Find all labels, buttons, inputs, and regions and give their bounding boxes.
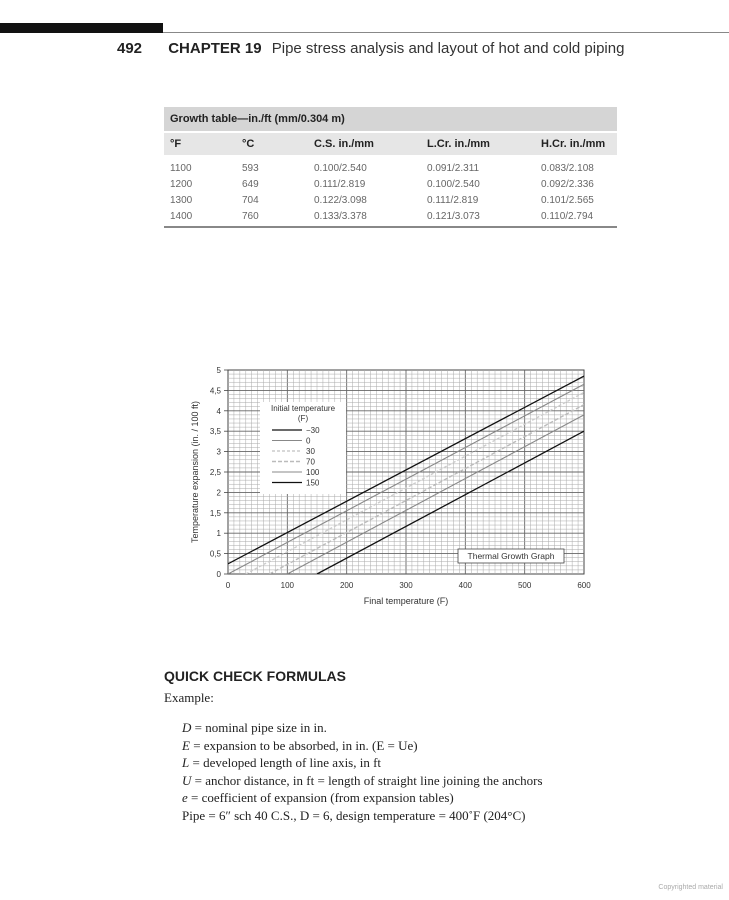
x-axis-label: Final temperature (F)	[363, 596, 449, 606]
chart-title: Thermal Growth Graph	[467, 551, 555, 561]
table-cell: 1200	[170, 178, 193, 190]
table-row	[164, 208, 617, 227]
legend-title: Initial temperature	[270, 404, 336, 413]
table-row	[164, 176, 617, 192]
column-header: C.S. in./mm	[308, 132, 421, 155]
table-cell: 0.121/3.073	[421, 208, 535, 227]
legend-label: 30	[306, 447, 315, 456]
formula-line	[182, 754, 543, 772]
x-tick-label: 500	[517, 581, 532, 590]
legend-label: 100	[306, 468, 320, 477]
table-row	[164, 155, 617, 176]
x-tick-label: 600	[577, 581, 591, 590]
header-rule	[163, 32, 729, 33]
table-cell: 0.122/3.098	[314, 194, 367, 206]
table-cell: 593	[242, 162, 259, 174]
y-tick-label: 5	[216, 366, 221, 375]
column-header: °F	[164, 132, 236, 155]
table-cell: 0.111/2.819	[427, 194, 479, 206]
table-cell: 649	[242, 178, 259, 190]
x-tick-label: 200	[339, 581, 354, 590]
thermal-growth-chart	[186, 360, 606, 610]
growth-table	[164, 107, 617, 228]
table-cell: 0.100/2.540	[427, 178, 480, 190]
formula-variable: L	[182, 755, 190, 770]
formula-line	[182, 789, 543, 807]
column-header: H.Cr. in./mm	[535, 132, 617, 155]
chapter-label: CHAPTER 19	[168, 40, 262, 57]
table-cell: 0.091/2.311	[427, 162, 480, 174]
formula-text: = developed length of line axis, in ft	[189, 755, 382, 770]
table-cell: 0.083/2.108	[541, 162, 594, 174]
copyright-notice: Copyrighted material	[658, 884, 723, 891]
legend-label: 0	[306, 436, 311, 446]
formula-text: = nominal pipe size in in.	[191, 720, 327, 735]
table-cell: 0.111/2.819	[314, 178, 366, 190]
table-cell: 1100	[170, 162, 192, 174]
formula-line	[182, 772, 543, 790]
column-header: L.Cr. in./mm	[421, 132, 535, 155]
example-label: Example:	[164, 690, 214, 705]
formula-variable: E	[182, 737, 190, 753]
y-tick-label: 0,5	[209, 549, 221, 559]
y-tick-label: 1	[216, 529, 221, 539]
table-cell: 760	[236, 208, 308, 227]
x-tick-label: 100	[280, 581, 295, 590]
formula-text: Pipe = 6″ sch 40 C.S., D = 6, design temperature = 400˚F (204°C)	[182, 807, 526, 823]
table-row	[164, 192, 617, 208]
table-cell: 0.100/2.540	[314, 162, 367, 174]
formula-text: = coefficient of expansion (from expansion tables)	[187, 790, 454, 805]
formula-line	[182, 737, 543, 755]
section-title: QUICK CHECK FORMULAS	[164, 668, 346, 684]
table-cell: 0.133/3.378	[308, 208, 421, 227]
chapter-title: Pipe stress analysis and layout of hot and cold piping	[271, 40, 625, 57]
formula-line	[182, 807, 543, 825]
y-tick-label: 1,5	[209, 508, 221, 518]
x-tick-label: 0	[225, 581, 231, 590]
y-axis-label: Temperature expansion (in. / 100 ft)	[190, 400, 200, 544]
table-cell: 1400	[164, 208, 236, 227]
y-tick-label: 3,5	[209, 427, 221, 437]
table-cell: 704	[242, 194, 259, 206]
growth-table-header-row	[164, 132, 617, 155]
y-tick-label: 2,5	[209, 468, 221, 477]
page-number: 492	[117, 40, 143, 57]
formula-variable: D	[182, 720, 192, 735]
column-header: °C	[236, 132, 308, 155]
y-tick-label: 0	[216, 570, 221, 579]
table-cell: 0.101/2.565	[541, 194, 594, 206]
legend-label: 150	[306, 478, 320, 488]
legend-subtitle: (F)	[297, 414, 309, 423]
legend-label: 70	[306, 457, 315, 467]
formula-text: = expansion to be absorbed, in in. (E = Ue)	[189, 737, 418, 753]
formula-line	[182, 719, 543, 737]
y-tick-label: 2	[216, 488, 221, 498]
x-tick-label: 300	[399, 581, 413, 590]
y-tick-label: 4	[216, 406, 221, 416]
table-cell: 0.110/2.794	[535, 208, 617, 227]
formula-variable: U	[182, 772, 192, 788]
table-cell: 1300	[170, 194, 193, 206]
y-tick-label: 3	[216, 447, 221, 457]
y-tick-label: 4,5	[209, 386, 221, 396]
formula-text: = anchor distance, in ft = length of straight line joining the anchors	[191, 772, 543, 788]
header-bar	[0, 23, 163, 33]
legend-label: −30	[306, 426, 320, 435]
table-cell: 0.092/2.336	[541, 178, 594, 190]
x-tick-label: 400	[458, 581, 473, 590]
running-header	[117, 40, 624, 57]
formula-list	[182, 719, 543, 824]
formula-variable: e	[182, 790, 188, 805]
growth-table-caption: Growth table—in./ft (mm/0.304 m)	[164, 107, 617, 132]
